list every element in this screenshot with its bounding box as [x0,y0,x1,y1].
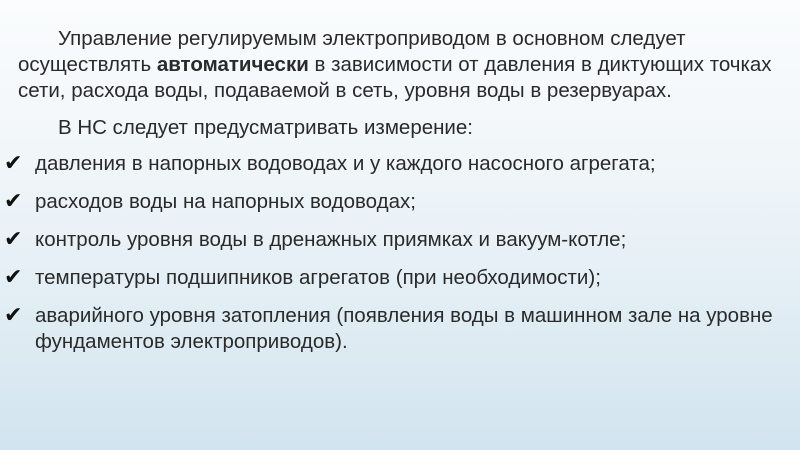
list-item-text: температуры подшипников агрегатов (при необходимости); [35,266,601,289]
intro-text-start: Управление регулируемым электроприводом в основном следует осуществлять [18,27,686,76]
list-item-text: расходов воды на напорных водоводах; [35,190,416,213]
intro-paragraph [18,26,788,104]
measurement-heading: В НС следует предусматривать измерение: [58,116,473,139]
checkmark-icon: ✔ [4,265,23,290]
list-item [4,227,788,253]
intro-text-end: в зависимости от давления в диктующих точках сети, расхода воды, подаваемой в сеть, уровня воды в резервуарах. [18,53,772,102]
checkmark-icon: ✔ [4,151,23,176]
list-item [4,303,788,355]
list-item-text: контроль уровня воды в дренажных приямках и вакуум-котле; [35,228,627,251]
slide-content [4,26,788,367]
list-item-text: аварийного уровня затопления (появления воды в машинном зале на уровне фундаментов электроприводов). [35,304,773,353]
measurement-list [4,151,788,355]
checkmark-icon: ✔ [4,227,23,252]
list-item [4,151,788,177]
list-item-text: давления в напорных водоводах и у каждого насосного агрегата; [35,152,656,175]
intro-bold-word: автоматически [156,53,309,76]
list-item [4,265,788,291]
list-item [4,189,788,215]
checkmark-icon: ✔ [4,189,23,214]
checkmark-icon: ✔ [4,303,23,328]
